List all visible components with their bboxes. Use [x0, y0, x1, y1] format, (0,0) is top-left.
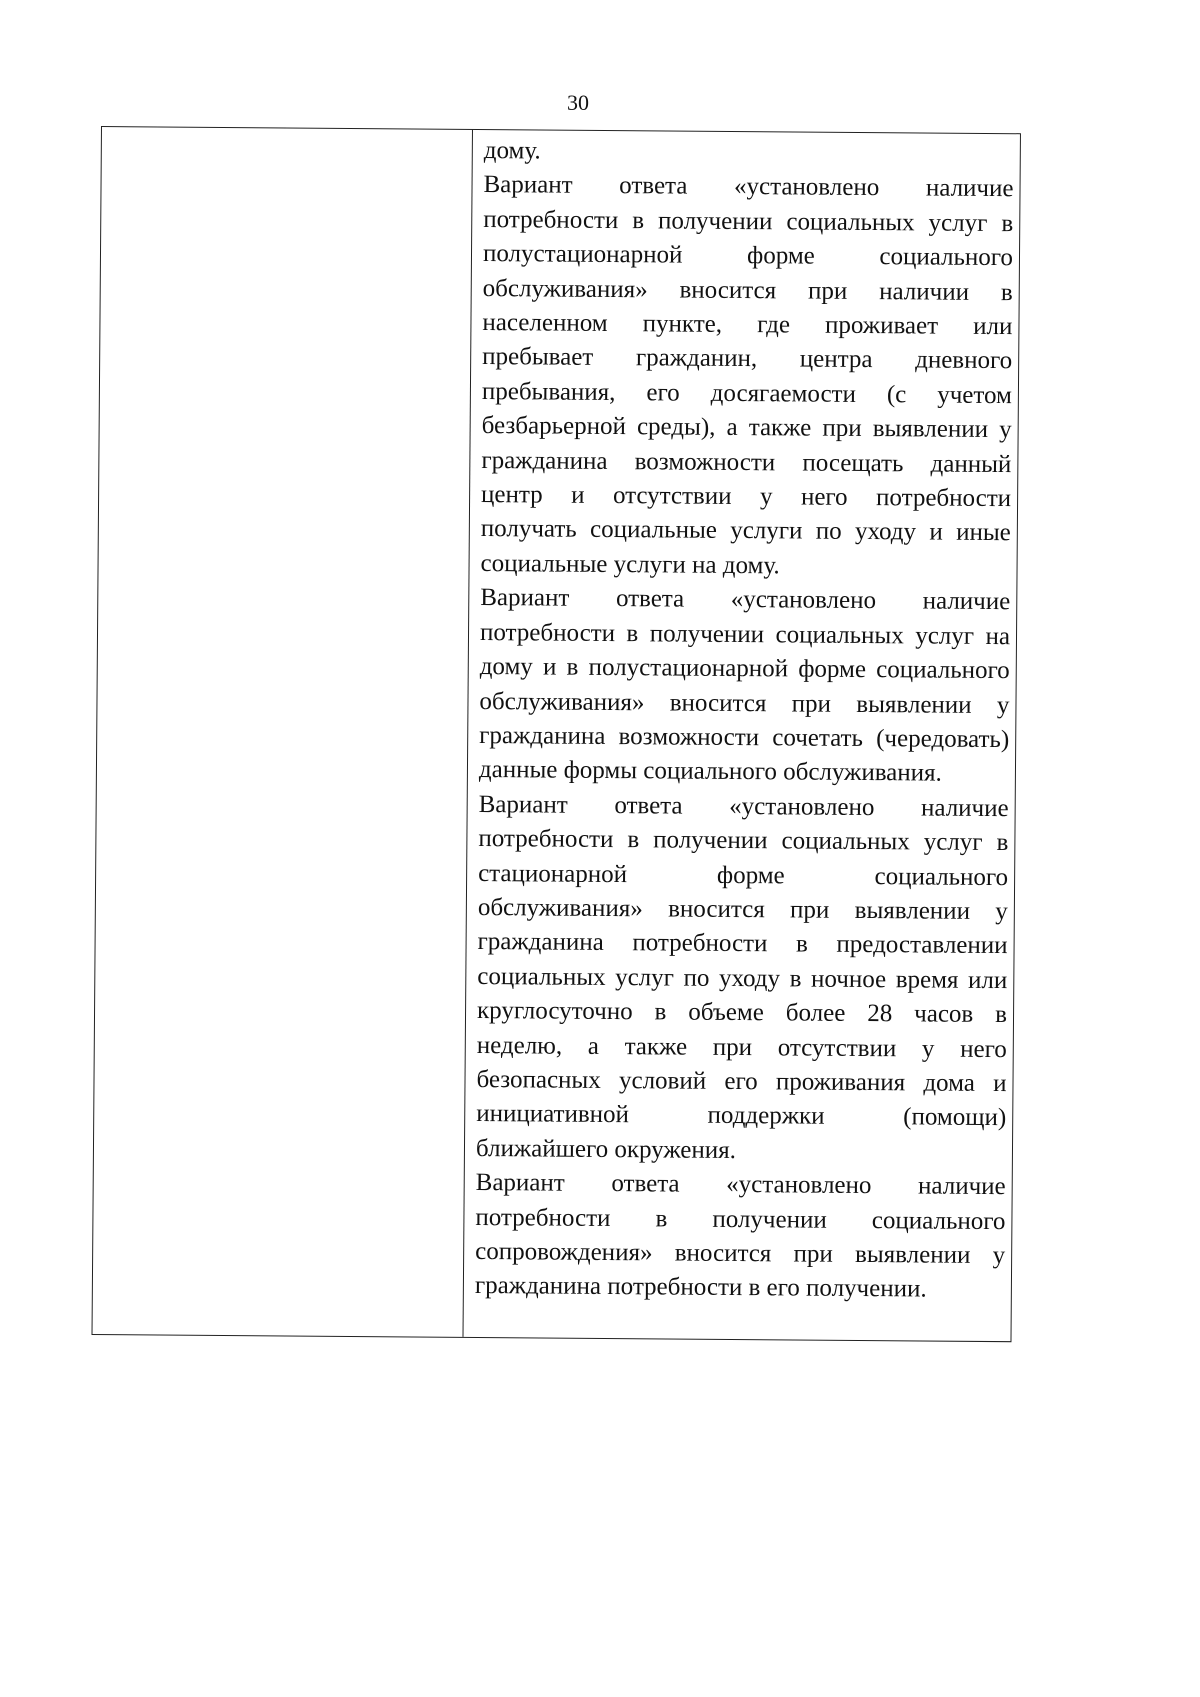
- paragraph: [479, 581, 1011, 792]
- text-line: дому и в полустационарной форме социального: [479, 653, 1010, 685]
- text-line: данные формы социального обслуживания.: [478, 756, 942, 787]
- text-line: пребывает гражданин, центра дневного: [482, 343, 1013, 375]
- text-line: населенном пункте, где проживает или: [482, 309, 1013, 341]
- text-line: получать социальные услуги по уходу и иные: [480, 515, 1011, 547]
- document-table: [92, 126, 1021, 1342]
- paragraph: [484, 134, 1014, 173]
- text-line: социальных услуг по уходу в ночное время или: [477, 962, 1008, 994]
- paragraph: [476, 788, 1009, 1171]
- text-line: безбарьерной среды), а также при выявлении у: [481, 412, 1012, 444]
- text-line: потребности в получении социального: [475, 1203, 1006, 1235]
- text-line: стационарной форме социального: [478, 859, 1009, 891]
- text-line: гражданина потребности в его получении.: [474, 1272, 927, 1303]
- text-line: Вариант ответа «установлено наличие: [480, 584, 1011, 616]
- cell-text: [475, 134, 1014, 1308]
- text-line: потребности в получении социальных услуг на: [479, 618, 1011, 650]
- paragraph: [475, 1166, 1006, 1308]
- text-line: обслуживания» вносится при наличии в: [482, 274, 1013, 306]
- text-line: Вариант ответа «установлено наличие: [475, 1169, 1006, 1201]
- text-line: обслуживания» вносится при выявлении у: [477, 893, 1008, 926]
- text-line: гражданина потребности в предоставлении: [477, 928, 1008, 960]
- text-line: Вариант ответа «установлено наличие: [483, 171, 1014, 203]
- text-line: инициативной поддержки (помощи): [476, 1100, 1007, 1132]
- text-line: неделю, а также при отсутствии у него: [476, 1031, 1007, 1063]
- text-line: потребности в получении социальных услуг в: [478, 825, 1009, 857]
- text-line: потребности в получении социальных услуг в: [483, 205, 1014, 237]
- text-line: сопровождения» вносится при выявлении у: [475, 1237, 1006, 1270]
- text-line: обслуживания» вносится при выявлении у: [479, 687, 1010, 719]
- paragraph: [480, 168, 1013, 585]
- text-line: полустационарной форме социального: [482, 240, 1014, 272]
- text-line: социальные услуги на дому.: [480, 549, 780, 580]
- table-cell-left-empty: [93, 127, 473, 1337]
- text-line: круглосуточно в объеме более 28 часов в: [476, 997, 1008, 1029]
- text-line: дому.: [483, 137, 541, 165]
- text-line: пребывания, его досягаемости (с учетом: [481, 377, 1013, 410]
- table-cell-right: [465, 130, 1020, 1341]
- text-line: центр и отсутствии у него потребности: [481, 481, 1012, 513]
- page-number: 30: [567, 90, 589, 115]
- text-line: ближайшего окружения.: [475, 1134, 737, 1164]
- text-line: Вариант ответа «установлено наличие: [478, 790, 1009, 822]
- text-line: гражданина возможности сочетать (чередовать): [479, 721, 1010, 754]
- text-line: гражданина возможности посещать данный: [481, 446, 1012, 478]
- text-line: безопасных условий его проживания дома и: [476, 1065, 1007, 1098]
